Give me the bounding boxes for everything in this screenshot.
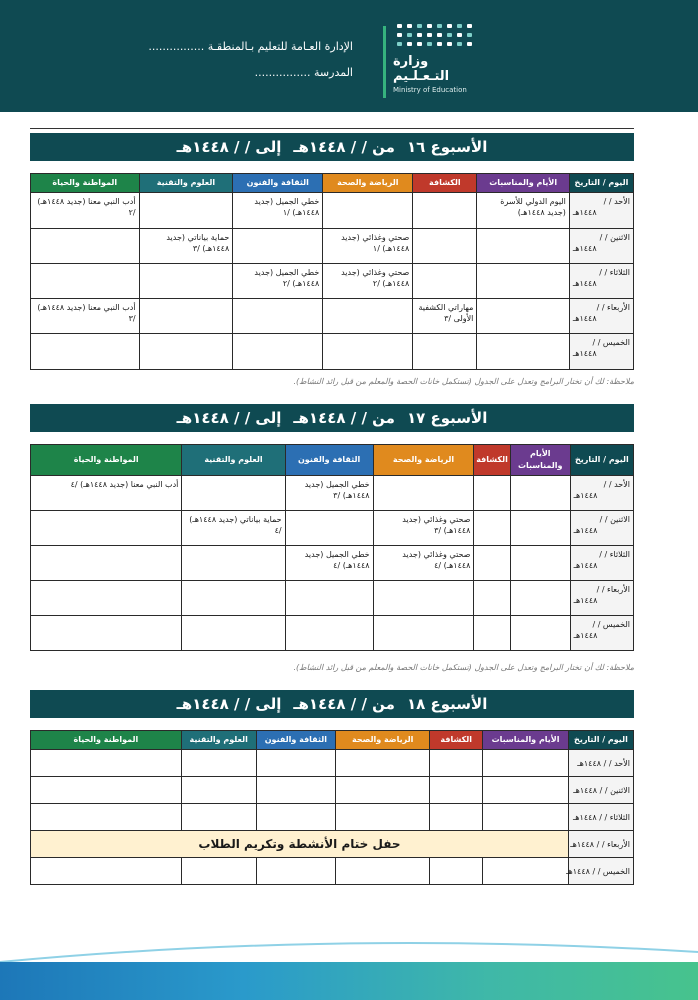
activity-cell — [483, 777, 569, 804]
day-date-cell — [569, 334, 633, 370]
column-header: الرياضة والصحة — [373, 445, 474, 476]
date-label: ١٤٤٨هـ — [573, 631, 598, 640]
activity-cell — [256, 804, 336, 831]
activity-cell: صحتي وغذائي (جديد ١٤٤٨هـ) /٣ — [373, 511, 474, 546]
activity-cell — [31, 546, 182, 581]
table-row — [31, 750, 634, 777]
ministry-logo — [393, 24, 488, 94]
activity-cell — [474, 511, 510, 546]
activity-cell — [31, 804, 182, 831]
table-row — [31, 777, 634, 804]
activity-cell — [413, 193, 477, 229]
activity-cell — [510, 476, 570, 511]
activity-cell — [256, 777, 336, 804]
activity-cell: حماية بياناتي (جديد ١٤٤٨هـ) /٤ — [182, 511, 285, 546]
day-label: الاثنين / / — [599, 233, 630, 242]
logo-arabic-text: وزارة التـعـلـيم — [393, 54, 450, 84]
column-header: الثقافة والفنون — [233, 174, 323, 193]
activity-cell — [181, 804, 256, 831]
activity-cell — [139, 299, 233, 334]
logo-pattern-icon — [397, 24, 488, 48]
column-header: العلوم والتقنية — [139, 174, 233, 193]
week-17-table — [30, 444, 634, 651]
activity-cell — [477, 299, 569, 334]
week-17-section — [30, 404, 634, 651]
date-label: ١٤٤٨هـ — [573, 596, 598, 605]
week-from: من / / ١٤٤٨هـ — [293, 138, 395, 156]
week-18-section — [30, 690, 634, 885]
activity-cell — [477, 334, 569, 370]
header-school-line: المدرسة ................ — [254, 66, 353, 79]
activity-cell — [181, 777, 256, 804]
page-header — [0, 0, 698, 112]
activity-cell — [31, 581, 182, 616]
table-row — [31, 858, 634, 885]
activity-cell — [474, 581, 510, 616]
activity-cell — [256, 750, 336, 777]
activity-cell — [336, 804, 430, 831]
activity-cell — [323, 193, 413, 229]
column-header: العلوم والتقنية — [181, 731, 256, 750]
header-region-line: الإدارة العـامة للتعليم بـالمنطقـة ................ — [148, 40, 353, 53]
date-label: ١٤٤٨هـ — [572, 244, 597, 253]
week-16-table — [30, 173, 634, 370]
activity-cell — [430, 777, 483, 804]
column-header: الكشافة — [430, 731, 483, 750]
day-date-cell — [570, 511, 633, 546]
day-date-cell — [570, 476, 633, 511]
week-to: إلى / / ١٤٤٨هـ — [176, 695, 282, 713]
activity-cell — [483, 858, 569, 885]
week-title-bar — [30, 690, 634, 718]
activity-cell — [510, 546, 570, 581]
column-header: اليوم / التاريخ — [568, 731, 633, 750]
activity-cell — [336, 750, 430, 777]
activity-cell — [139, 264, 233, 299]
day-date-cell — [568, 750, 633, 777]
top-rule — [30, 128, 634, 129]
day-label: الاثنين / / — [599, 515, 630, 524]
activity-cell — [31, 229, 140, 264]
header-divider — [383, 26, 386, 98]
day-label: الثلاثاء / / ١٤٤٨هـ — [572, 812, 630, 822]
column-header: المواطنة والحياة — [31, 445, 182, 476]
column-header: الثقافة والفنون — [256, 731, 336, 750]
activity-cell — [233, 229, 323, 264]
week-title-bar — [30, 133, 634, 161]
table-row — [31, 581, 634, 616]
activity-cell — [413, 334, 477, 370]
day-label: الخميس / / ١٤٤٨هـ — [566, 866, 630, 876]
week-label: الأسبوع ١٨ — [406, 695, 488, 713]
activity-cell — [31, 750, 182, 777]
column-header: الأيام والمناسبات — [477, 174, 569, 193]
activity-cell — [510, 511, 570, 546]
activity-cell — [31, 777, 182, 804]
activity-cell — [182, 581, 285, 616]
table-row — [31, 476, 634, 511]
day-label: الخميس / / — [592, 338, 630, 347]
activity-cell — [182, 546, 285, 581]
column-header: الكشافة — [474, 445, 510, 476]
activity-cell — [233, 334, 323, 370]
activity-cell — [373, 476, 474, 511]
week-to: إلى / / ١٤٤٨هـ — [176, 409, 282, 427]
activity-cell — [323, 299, 413, 334]
activity-cell — [510, 616, 570, 651]
activity-cell — [285, 616, 373, 651]
activity-cell: اليوم الدولي للأسرة (جديد ١٤٤٨هـ) — [477, 193, 569, 229]
day-label: الخميس / / — [592, 620, 630, 629]
day-date-cell — [569, 193, 633, 229]
activity-cell: صحتي وغذائي (جديد ١٤٤٨هـ) /١ — [323, 229, 413, 264]
activity-cell — [477, 229, 569, 264]
table-row — [31, 264, 634, 299]
date-label: ١٤٤٨هـ — [572, 314, 597, 323]
activity-cell — [139, 334, 233, 370]
date-label: ١٤٤٨هـ — [573, 491, 598, 500]
column-header: المواطنة والحياة — [31, 174, 140, 193]
activity-cell — [233, 299, 323, 334]
activity-cell — [510, 581, 570, 616]
activity-cell — [430, 858, 483, 885]
day-date-cell — [568, 831, 633, 858]
activity-cell — [31, 264, 140, 299]
column-header: الرياضة والصحة — [336, 731, 430, 750]
week-from: من / / ١٤٤٨هـ — [293, 409, 395, 427]
activity-cell: خطي الجميل (جديد ١٤٤٨هـ) /٣ — [285, 476, 373, 511]
table-row — [31, 831, 634, 858]
date-label: ١٤٤٨هـ — [573, 526, 598, 535]
activity-cell — [285, 581, 373, 616]
activity-cell: أدب النبي معنا (جديد ١٤٤٨هـ) /٢ — [31, 193, 140, 229]
week-label: الأسبوع ١٧ — [406, 409, 488, 427]
note-text: ملاحظة: لك أن تختار البرامج وتعدل على الجدول (تستكمل خانات الحصة والمعلم من قبل رائد النشاط). — [293, 377, 634, 386]
activity-cell — [256, 858, 336, 885]
day-label: الثلاثاء / / — [599, 550, 630, 559]
activity-cell — [31, 616, 182, 651]
table-row — [31, 511, 634, 546]
activity-cell — [31, 858, 182, 885]
column-header: الرياضة والصحة — [323, 174, 413, 193]
day-label: الأربعاء / / — [596, 585, 630, 594]
activity-cell — [474, 546, 510, 581]
day-label: الأربعاء / / ١٤٤٨هـ — [570, 839, 630, 849]
activity-cell — [182, 616, 285, 651]
activity-cell: خطي الجميل (جديد ١٤٤٨هـ) /٤ — [285, 546, 373, 581]
column-header: اليوم / التاريخ — [569, 174, 633, 193]
activity-cell: خطي الجميل (جديد ١٤٤٨هـ) /١ — [233, 193, 323, 229]
closing-ceremony-cell: حفل ختام الأنشطة وتكريم الطلاب — [31, 831, 569, 858]
week-label: الأسبوع ١٦ — [406, 138, 488, 156]
day-date-cell — [569, 299, 633, 334]
date-label: ١٤٤٨هـ — [572, 208, 597, 217]
date-label: ١٤٤٨هـ — [572, 349, 597, 358]
activity-cell: خطي الجميل (جديد ١٤٤٨هـ) /٢ — [233, 264, 323, 299]
day-label: الاثنين / / ١٤٤٨هـ — [573, 785, 630, 795]
activity-cell: مهاراتي الكشفية الأولى /٣ — [413, 299, 477, 334]
week-from: من / / ١٤٤٨هـ — [293, 695, 395, 713]
activity-cell — [413, 264, 477, 299]
activity-cell — [483, 804, 569, 831]
column-header: العلوم والتقنية — [182, 445, 285, 476]
table-row — [31, 299, 634, 334]
activity-cell — [430, 804, 483, 831]
activity-cell — [413, 229, 477, 264]
activity-cell — [477, 264, 569, 299]
activity-cell — [483, 750, 569, 777]
activity-cell — [373, 616, 474, 651]
activity-cell: أدب النبي معنا (جديد ١٤٤٨هـ) /٣ — [31, 299, 140, 334]
column-header: الأيام والمناسبات — [483, 731, 569, 750]
date-label: ١٤٤٨هـ — [573, 561, 598, 570]
activity-cell — [182, 476, 285, 511]
activity-cell — [181, 858, 256, 885]
activity-cell — [474, 476, 510, 511]
day-date-cell — [568, 777, 633, 804]
activity-cell — [373, 581, 474, 616]
date-label: ١٤٤٨هـ — [572, 279, 597, 288]
activity-cell — [181, 750, 256, 777]
day-date-cell — [568, 804, 633, 831]
activity-cell — [323, 334, 413, 370]
day-label: الأربعاء / / — [596, 303, 630, 312]
activity-cell: صحتي وغذائي (جديد ١٤٤٨هـ) /٤ — [373, 546, 474, 581]
column-header: الثقافة والفنون — [285, 445, 373, 476]
day-date-cell — [570, 581, 633, 616]
week-to: إلى / / ١٤٤٨هـ — [176, 138, 282, 156]
activity-cell — [285, 511, 373, 546]
week-18-table — [30, 730, 634, 885]
header-text — [53, 34, 353, 86]
week-16-section — [30, 133, 634, 370]
activity-cell — [31, 334, 140, 370]
logo-english-text: Ministry of Education — [393, 86, 467, 94]
table-row — [31, 804, 634, 831]
table-row — [31, 334, 634, 370]
week-title-bar — [30, 404, 634, 432]
note-text: ملاحظة: لك أن تختار البرامج وتعدل على الجدول (تستكمل خانات الحصة والمعلم من قبل رائد النشاط). — [293, 663, 634, 672]
table-row — [31, 616, 634, 651]
day-date-cell — [569, 229, 633, 264]
activity-cell — [336, 858, 430, 885]
activity-cell — [474, 616, 510, 651]
activity-cell: صحتي وغذائي (جديد ١٤٤٨هـ) /٢ — [323, 264, 413, 299]
day-date-cell — [570, 546, 633, 581]
activity-cell — [139, 193, 233, 229]
day-label: الأحد / / — [603, 480, 630, 489]
activity-cell — [336, 777, 430, 804]
page-footer-bar — [0, 962, 698, 1000]
activity-cell — [430, 750, 483, 777]
day-label: الثلاثاء / / — [599, 268, 630, 277]
table-row — [31, 229, 634, 264]
day-label: الأحد / / — [603, 197, 630, 206]
column-header: الأيام والمناسبات — [510, 445, 570, 476]
activity-cell: أدب النبي معنا (جديد ١٤٤٨هـ) /٤ — [31, 476, 182, 511]
day-date-cell — [569, 264, 633, 299]
day-date-cell — [570, 616, 633, 651]
activity-cell: حماية بياناتي (جديد ١٤٤٨هـ) /٣ — [139, 229, 233, 264]
column-header: الكشافة — [413, 174, 477, 193]
day-date-cell — [568, 858, 633, 885]
activity-cell — [31, 511, 182, 546]
column-header: المواطنة والحياة — [31, 731, 182, 750]
day-label: الأحد / / ١٤٤٨هـ — [577, 758, 630, 768]
column-header: اليوم / التاريخ — [570, 445, 633, 476]
table-row — [31, 546, 634, 581]
table-row — [31, 193, 634, 229]
